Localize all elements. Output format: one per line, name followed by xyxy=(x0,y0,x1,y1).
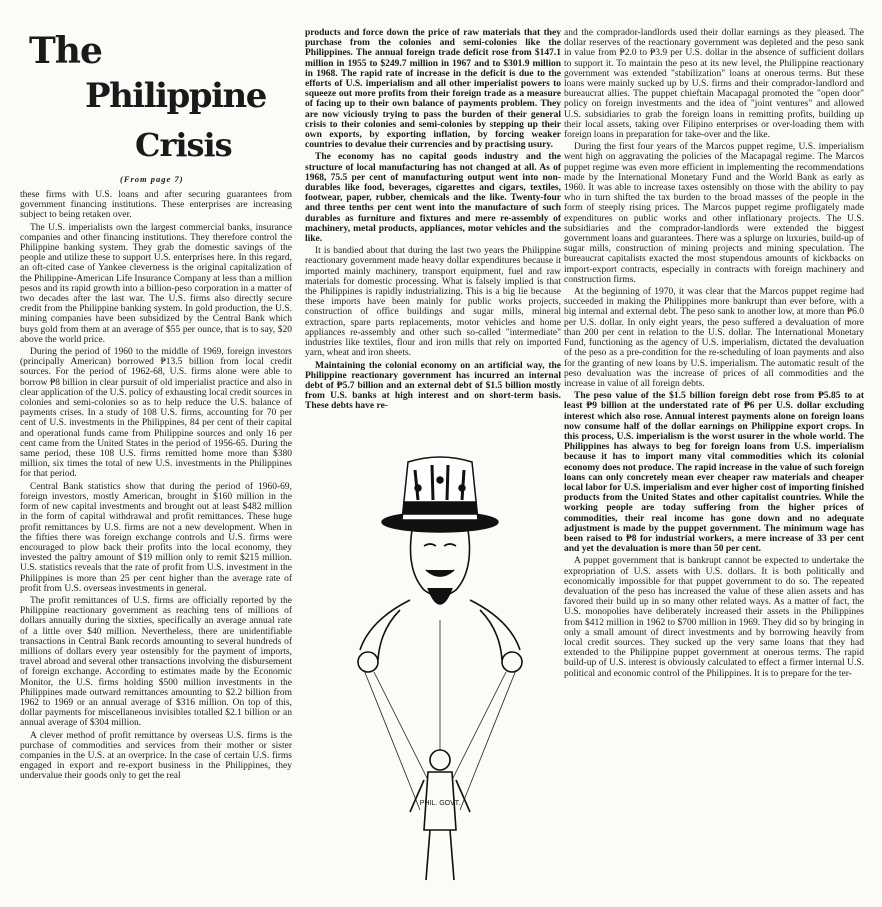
column2-paragraph: Maintaining the colonial economy on an artificial way, the Philippine reactionary government has incurred an internal debt of ₱5.7 billion and an external debt of $1.5 billion mostly from U.S. banks at high interest and on short-term basis. These debts have re- xyxy=(305,360,561,412)
column1-paragraph: During the period of 1960 to the middle of 1969, foreign investors (principally American) borrowed ₱13.5 billion from local credit sources. For the period of 1962-68, U.S. firms alone were able to borrow ₱8 billion in clear pursuit of old imperialist practice and also in clear application of the U.S. policy of exhausting local credit sources in colonies and semi-colonies so as to help reduce the U.S. balance of payments crises. In a study of 108 U.S. firms, accounting for 70 per cent of U.S. investments in the Philippines, 84 per cent of their capital and operational funds came from Philippine sources and only 16 per cent came from the United States in the period of 1956-65. During the same period, these 108 U.S. firms remitted home more than $380 million, six times the total of new U.S. investments in the Philippines for that period. xyxy=(20,347,292,480)
column3-paragraph: and the comprador-landlords used their dollar earnings as they pleased. The dollar reserves of the reactionary government was depleted and the peso sank in value from ₱2.0 to ₱3.9 per U.S. dollar in the absence of sufficient dollars to support it. To maintain the peso at its new level, the Philippine reactionary government was extended "stabilization" loans at onerous terms. But these loans were mainly sucked up by U.S. firms and their comprador-landlord and bureaucrat allies. The puppet chieftain Macapagal promoted the "open door" policy on foreign investments and the idea of "joint ventures" and allowed U.S. subsidiaries to grab the foreign loans in remitting profits, building up their local assets, taking over Filipino enterprises or over-loading them with foreign loans in preparation for take-over and the like. xyxy=(564,28,864,141)
puppet-label: PHIL. GOVT. xyxy=(419,800,461,807)
puppet-strings-icon xyxy=(364,620,516,810)
column1-paragraph: A clever method of profit remittance by overseas U.S. firms is the purchase of commodities and services from their mother or sister companies in the U.S. at an overprice. In the case of certain U.S. firms engaged in export and re-export business in the Philippines, they undervalue their goods only to get the real xyxy=(20,730,292,782)
column3-paragraph: At the beginning of 1970, it was clear that the Marcos puppet regime had succeeded in making the Philippines more bankrupt than ever before, with a big internal and external debt. The peso sank to another low, at more than ₱6.0 per U.S. dollar. In only eight years, the peso suffered a devaluation of more than 200 per cent in relation to the U.S. dollar. The International Monetary Fund, functioning as the agency of U.S. imperialism, dictated the devaluation of the peso as a pre-condition for the re-scheduling of loan payments and also for the granting of new loans by U.S. imperialism. The automatic result of the peso devaluation was the increase of prices of all commodities and the increase in value of all foreign debts. xyxy=(564,287,864,389)
headline-crisis: Crisis xyxy=(135,126,232,164)
column2-paragraph: The economy has no capital goods industry and the structure of local manufacturing has not changed at all. As of 1968, 75.5 per cent of manufacturing output went into non-durables like food, beverages, cigarettes and cigars, textiles, footwear, paper, rubber, chemicals and the like. Twenty-four and three tenths per cent went into the manufacture of such durables as furniture and fixtures and mere re-assembly of machinery, metal products, appliances, motor vehicles and the like. xyxy=(305,152,561,245)
column3-paragraph: A puppet government that is bankrupt cannot be expected to undertake the expropriation of U.S. assets with U.S. dollars. It is both politically and economically impossible for that puppet government to do so. The repeated devaluation of the peso has increased the value of these alien assets and has favored their build up in so many other related ways. As a matter of fact, the U.S. monopolies have deliberately increased their assets in the Philippines from $412 million in 1962 to $700 million in 1969. They did so by bringing in only a small amount of direct investments and by borrowing heavily from local credit sources. They sucked up the very same loans that they had extended to the Philippine puppet government at onerous terms. The rapid build-up of U.S. interest is obviously calculated to effect a firmer internal U.S. political and economic control of the Philippines. It is to prepare for the ter- xyxy=(564,556,864,679)
headline-philippine: Philippine xyxy=(85,76,266,116)
headline-the: The xyxy=(29,30,102,72)
column1-paragraph: Central Bank statistics show that during the period of 1960-69, foreign investors, mostly American, brought in $160 million in the form of new capital investments and brought out at least $482 million in the form of capital withdrawal and profit remittances. These huge profit remittances by U.S. firms are not a new development. When in the fifties there was foreign exchange controls and U.S. firms were encouraged to plow back their profits into the local economy, they invested the paltry amount of $19 million only to remit $215 million. U.S. statistics reveals that the rate of profit from U.S. investment in the Philippines is more than 25 per cent higher than the average rate of profit from U.S. overseas investments in general. xyxy=(20,481,292,594)
article-column-1 xyxy=(20,190,292,907)
column1-paragraph: The profit remittances of U.S. firms are officially reported by the Philippine reactionary government as reaching tens of millions of dollars annually during the sixties, specifically an average annual rate of a little over $40 million. Nevertheless, there are unidentifiable transactions in Central Bank records amounting to several hundreds of millions of dollars every year ostensibly for the payment of imports, travel abroad and several other transactions involving the disbursement of foreign exchange. According to estimates made by the Economic Monitor, the U.S. firms holding $500 million investments in the Philippines made outward remittances amounting to $2.2 billion from 1962 to 1969 or an annual average of $316 million. On top of this, dollar payments for miscellaneous invisibles totalled $2.1 billion or an annual average of $304 million. xyxy=(20,595,292,729)
continued-from-label: (From page 7) xyxy=(120,174,184,184)
column3-paragraph: The peso value of the $1.5 billion foreign debt rose from ₱5.85 to at least ₱9 billion at the understated rate of ₱6 per U.S. dollar excluding interest which also rose. Annual interest payments alone on foreign loans now consume half of the dollar earnings on Philippine export crops. In this process, U.S. imperialism is the worst usurer in the whole world. The Philippines has always to beg for foreign loans from U.S. imperialism because it has to import many vital commodities which its colonial economy does not produce. The rapid increase in the value of such foreign loans can only concretely mean ever cheaper raw materials and cheaper local labor for U.S. imperialism and ever higher cost of importing finished products from the United States and other capitalist countries. While the working people are today suffering from the higher prices of commodities, their real income has gone down and no adequate adjustment is made by the puppet government. The minimum wage has been raised to ₱8 for industrial workers, a mere increase of 33 per cent and yet the devaluation is more than 50 per cent. xyxy=(564,391,864,555)
puppet-figure-icon xyxy=(410,750,470,880)
column3-paragraph: During the first four years of the Marcos puppet regime, U.S. imperialism went high on aggravating the policies of the Macapagal regime. The Marcos puppet regime was even more efficient in implementing the recommendations made by the International Monetary Fund and the World Bank as early as 1960. It was able to increase taxes ostensibly on those with the ability to pay who in turn shifted the tax burden to the broad masses of the people in the form of steeply rising prices. The Marcos puppet regime profligately made expenditures on public works and other inflationary projects. The U.S. subsidiaries and the comprador-landlords were extended the biggest government loans and guarantees. There was a splurge on luxuries, build-up of sugar mills, construction of mining projects and mining speculation. The bureaucrat capitalists exacted the most stupendous amounts of kickbacks on import-export contracts, especially in contracts with foreign machinery and construction firms. xyxy=(564,142,864,285)
headline-block xyxy=(25,26,295,184)
article-column-2 xyxy=(305,28,561,448)
uncle-sam-head-icon xyxy=(411,530,470,604)
column1-paragraph: these firms with U.S. loans and after securing guarantees from government financing institutions. These enterprises are increasing subject to being retaken over. xyxy=(20,190,292,221)
column1-paragraph: The U.S. imperialists own the largest commercial banks, insurance companies and other financing institutions. They therefore control the Philippine banking system. They grab the domestic savings of the people and utilize these to support U.S. enterprises here. In this regard, an oft-cited case of Yankee cleverness is the original capitalization of the Philippine-American Life Insurance Company at less than a million pesos and its rapid growth into a billion-peso corporation in a matter of two decades after the last war. The U.S. firms also directly secure credit from the Philippine banking system. In gold production, the U.S. mining companies have been subsidized by the Central Bank which buys gold from them at an average of $55 per ounce, that is to say, $20 above the world price. xyxy=(20,222,292,345)
column2-paragraph: It is bandied about that during the last two years the Philippine reactionary government made heavy dollar expenditures because it imported mainly machinery, transport equipment, fuel and raw materials for domestic processing. What is falsely implied is that the Philippines is rapidly industrializing. This is a big lie because these imports have been mainly for public works projects, construction of office buildings and sugar mills, mineral extraction, spare parts replacements, motor vehicles and home appliances re-assembly and other such so-called "intermediate" industries like textiles, flour and iron mills that rely on imported yarn, wheat and iron sheets. xyxy=(305,246,561,359)
column2-paragraph: products and force down the price of raw materials that they purchase from the colonies and semi-colonies like the Philippines. The annual foreign trade deficit rose from $147.1 million in 1955 to $249.7 million in 1967 and to $301.9 million in 1968. The rapid rate of increase in the deficit is due to the efforts of U.S. imperialism and all other imperialist powers to squeeze out more profits from their foreign trade as a measure of facing up to their own balance of payments problem. They are now viciously trying to pass the burden of their general crisis to their colonies and semi-colonies by stepping up their own exports, by exporting inflation, by forcing weaker countries to devalue their currencies and by practising usury. xyxy=(305,28,561,151)
top-hat-icon xyxy=(382,457,498,532)
article-column-3 xyxy=(564,28,864,907)
uncle-sam-puppeteer-cartoon xyxy=(340,450,540,900)
